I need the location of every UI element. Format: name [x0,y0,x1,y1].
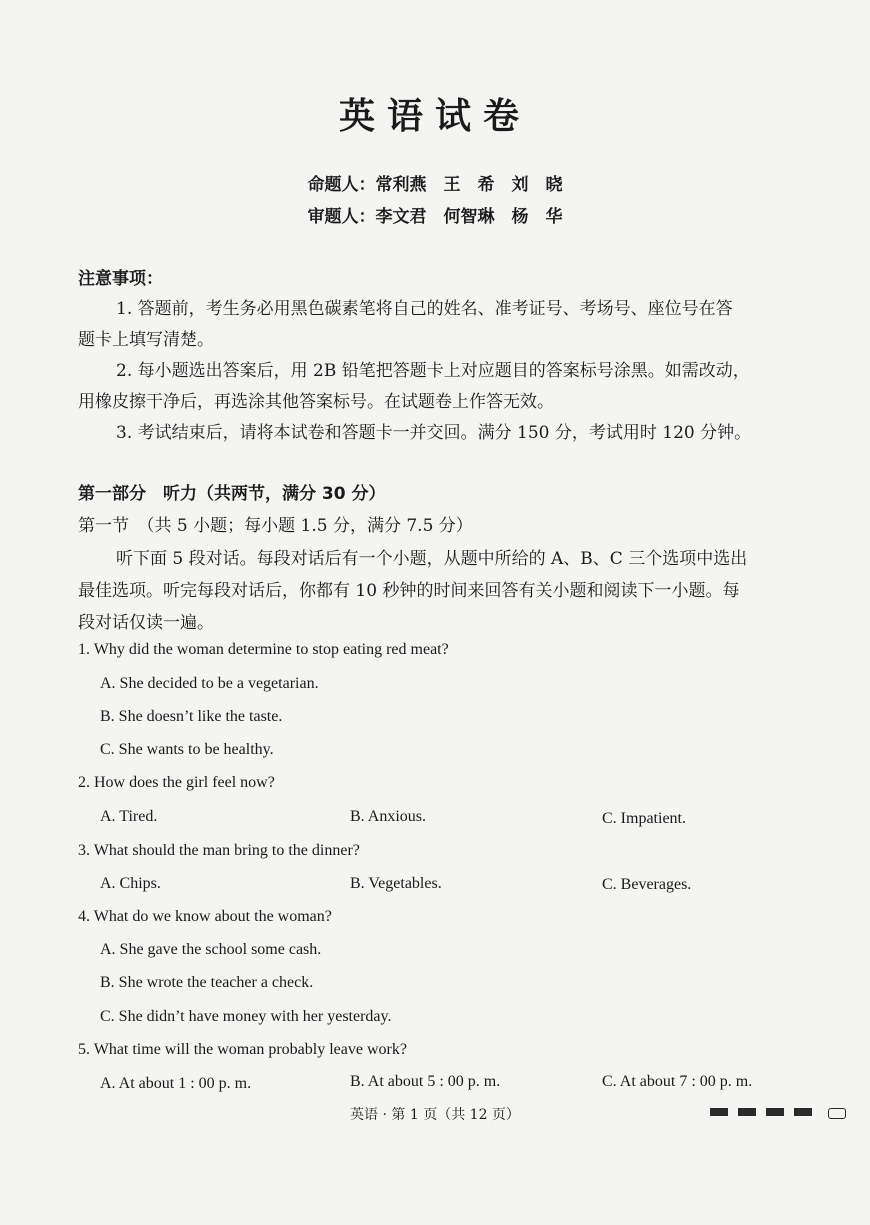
question-1-option-b: B. She doesn’t like the taste. [100,708,283,725]
notice-item-1-line-2: 题卡上填写清楚。 [78,330,214,350]
notice-item-2-line-2: 用橡皮擦干净后，再选涂其他答案标号。在试题卷上作答无效。 [78,392,554,412]
notice-item-2-line-1: 2. 每小题选出答案后，用 2B 铅笔把答题卡上对应题目的答案标号涂黑。如需改动， [116,361,750,381]
question-5-option-b: B. At about 5 : 00 p. m. [350,1073,501,1090]
instructions-line-1: 听下面 5 段对话。每段对话后有一个小题，从题中所给的 A、B、C 三个选项中选出 [116,549,748,569]
page-title: 英语试卷 [338,95,531,137]
question-3-option-c: C. Beverages. [602,876,692,893]
instructions-line-3: 段对话仅读一遍。 [78,613,214,633]
page-footer: 英语 · 第 1 页（共 12 页） [350,1107,520,1123]
question-4-option-c: C. She didn’t have money with her yesterday. [100,1008,392,1025]
section1-heading: 第一节 （共 5 小题；每小题 1.5 分，满分 7.5 分） [78,516,473,536]
question-3-option-b: B. Vegetables. [350,875,442,892]
question-2-option-a: A. Tired. [100,808,158,825]
question-4-stem: 4. What do we know about the woman? [78,908,332,925]
question-5-option-c: C. At about 7 : 00 p. m. [602,1073,753,1090]
question-3-stem: 3. What should the man bring to the dinner? [78,842,360,859]
notice-item-3-line-1: 3. 考试结束后，请将本试卷和答题卡一并交回。满分 150 分，考试用时 120 分钟。 [116,423,752,443]
registration-marks [710,1108,846,1119]
reviewers-line: 审题人：李文君 何智琳 杨 华 [307,207,563,227]
question-1-option-a: A. She decided to be a vegetarian. [100,675,319,692]
question-5-stem: 5. What time will the woman probably leave work? [78,1041,407,1058]
question-4-option-b: B. She wrote the teacher a check. [100,974,314,991]
part1-heading: 第一部分 听力（共两节，满分 30 分） [78,484,386,504]
question-2-option-c: C. Impatient. [602,810,686,827]
question-2-option-b: B. Anxious. [350,808,427,825]
registration-mark [738,1108,756,1116]
notice-heading: 注意事项： [78,269,163,289]
setters-line: 命题人：常利燕 王 希 刘 晓 [307,175,563,195]
registration-mark [794,1108,812,1116]
notice-item-1-line-1: 1. 答题前，考生务必用黑色碳素笔将自己的姓名、准考证号、考场号、座位号在答 [116,299,733,319]
registration-mark [710,1108,728,1116]
question-2-stem: 2. How does the girl feel now? [78,774,275,791]
question-5-option-a: A. At about 1 : 00 p. m. [100,1075,252,1092]
question-1-stem: 1. Why did the woman determine to stop eating red meat? [78,641,449,658]
question-4-option-a: A. She gave the school some cash. [100,941,322,958]
instructions-line-2: 最佳选项。听完每段对话后，你都有 10 秒钟的时间来回答有关小题和阅读下一小题。每 [78,581,740,601]
question-3-option-a: A. Chips. [100,875,161,892]
question-1-option-c: C. She wants to be healthy. [100,741,274,758]
registration-mark-outline [828,1108,846,1119]
registration-mark [766,1108,784,1116]
